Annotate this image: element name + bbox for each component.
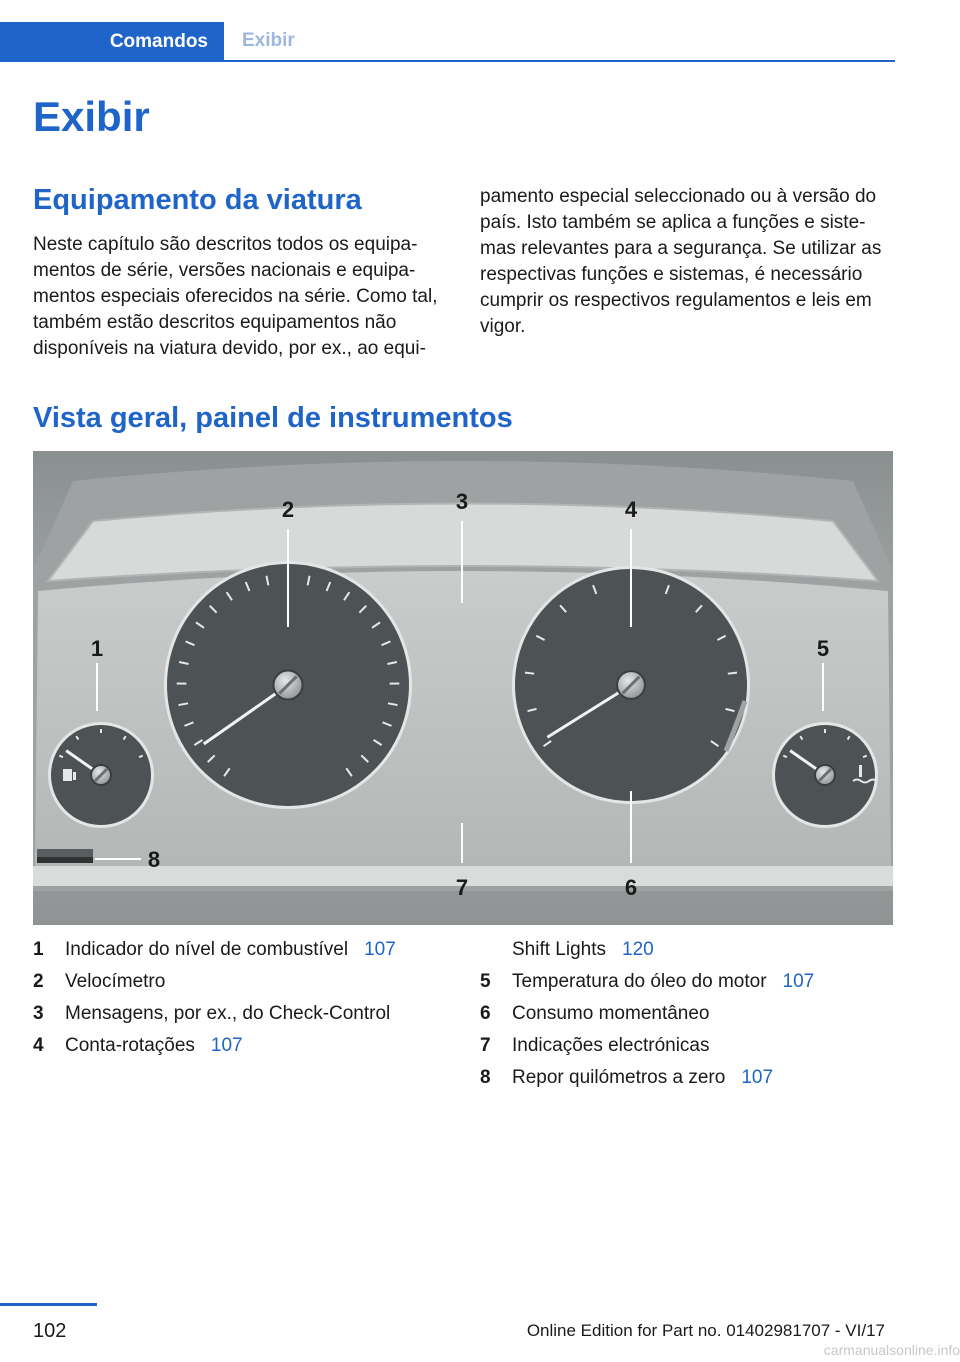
- legend-page-ref[interactable]: 107: [741, 1067, 774, 1088]
- trip-reset-button: [37, 849, 93, 863]
- legend-number: 6: [480, 1003, 491, 1024]
- cluster-panel: [35, 571, 891, 866]
- legend-right-column: [480, 934, 895, 1094]
- legend-number: 1: [33, 939, 44, 960]
- legend-page-ref[interactable]: 107: [782, 971, 815, 992]
- tachometer-dial-tick: [728, 673, 737, 674]
- legend-label: Conta-rotações: [65, 1035, 195, 1056]
- legend-number: 7: [480, 1035, 491, 1056]
- legend-number: [480, 934, 512, 966]
- legend-label: Repor quilómetros a zero: [512, 1067, 726, 1088]
- page-title: Exibir: [33, 93, 150, 140]
- body-text-right: pamento especial seleccionado ou à versão do país. Isto também se aplica a funções e sistemas relevantes para a segurança. Se utilizar as respectivas funções e sistemas, é necessário cumprir os respectivos regulamentos e leis em vigor.: [480, 186, 882, 337]
- callout-label-2: 2: [281, 497, 295, 522]
- legend-item: [480, 966, 895, 998]
- legend-number: 5: [480, 971, 491, 992]
- legend-number: 8: [480, 1067, 491, 1088]
- legend-number: 2: [33, 971, 44, 992]
- body-text-left: Neste capítulo são descritos todos os equipamentos de série, versões nacionais e equipamentos especiais oferecidos na série. Como tal, também estão descritos equipamentos não disponíveis na viatura devido, por ex., ao equi‐: [33, 234, 438, 359]
- legend-item: [33, 934, 453, 966]
- legend-page-ref[interactable]: 120: [622, 939, 654, 960]
- legend-page-ref[interactable]: 107: [210, 1035, 243, 1056]
- section-title-vista-geral: Vista geral, painel de instrumentos: [33, 402, 513, 434]
- legend-label: Indicador do nível de combustível: [65, 939, 349, 960]
- tab-comandos[interactable]: Comandos: [0, 22, 224, 62]
- legend-left-column: [33, 934, 453, 1062]
- legend-item: [33, 998, 453, 1030]
- tachometer-dial-tick: [525, 673, 534, 674]
- tab-exibir[interactable]: Exibir: [242, 30, 295, 51]
- legend-item: [480, 1030, 895, 1062]
- header-rule: [0, 60, 895, 62]
- callout-label-3: 3: [455, 489, 469, 514]
- legend-item: [480, 934, 895, 966]
- callout-label-8: 8: [147, 847, 161, 872]
- legend-label: Velocímetro: [65, 971, 166, 992]
- callout-label-4: 4: [624, 497, 638, 522]
- callout-label-5: 5: [816, 636, 830, 661]
- page-number: 102: [33, 1320, 67, 1342]
- legend-item: [480, 1062, 895, 1094]
- header-bar: [0, 22, 895, 62]
- callout-label-1: 1: [90, 636, 104, 661]
- legend-page-ref[interactable]: 107: [364, 939, 396, 960]
- legend-number: 4: [33, 1035, 44, 1056]
- legend-number: 3: [33, 1003, 44, 1024]
- legend-label: Shift Lights: [512, 939, 606, 960]
- callout-label-6: 6: [624, 875, 638, 900]
- cluster-svg: [33, 451, 893, 925]
- oil-temp-gauge-dial: [772, 722, 878, 828]
- legend-item: [33, 1030, 453, 1062]
- legend-label: Mensagens, por ex., do Check-Control: [65, 1003, 391, 1024]
- footer-rule: [0, 1303, 97, 1306]
- callout-label-7: 7: [455, 875, 469, 900]
- watermark: carmanualsonline.info: [823, 1342, 960, 1358]
- legend-label: Indicações electrónicas: [512, 1035, 710, 1056]
- legend-label: Temperatura do óleo do motor: [512, 971, 767, 992]
- instrument-cluster-illustration: [33, 451, 893, 925]
- section-title-equipamento: Equipamento da viatura: [33, 184, 362, 216]
- online-edition-note: Online Edition for Part no. 01402981707 - VI/17: [526, 1321, 885, 1340]
- legend-label: Consumo momentâneo: [512, 1003, 710, 1024]
- legend-item: [33, 966, 453, 998]
- legend-item: [480, 998, 895, 1030]
